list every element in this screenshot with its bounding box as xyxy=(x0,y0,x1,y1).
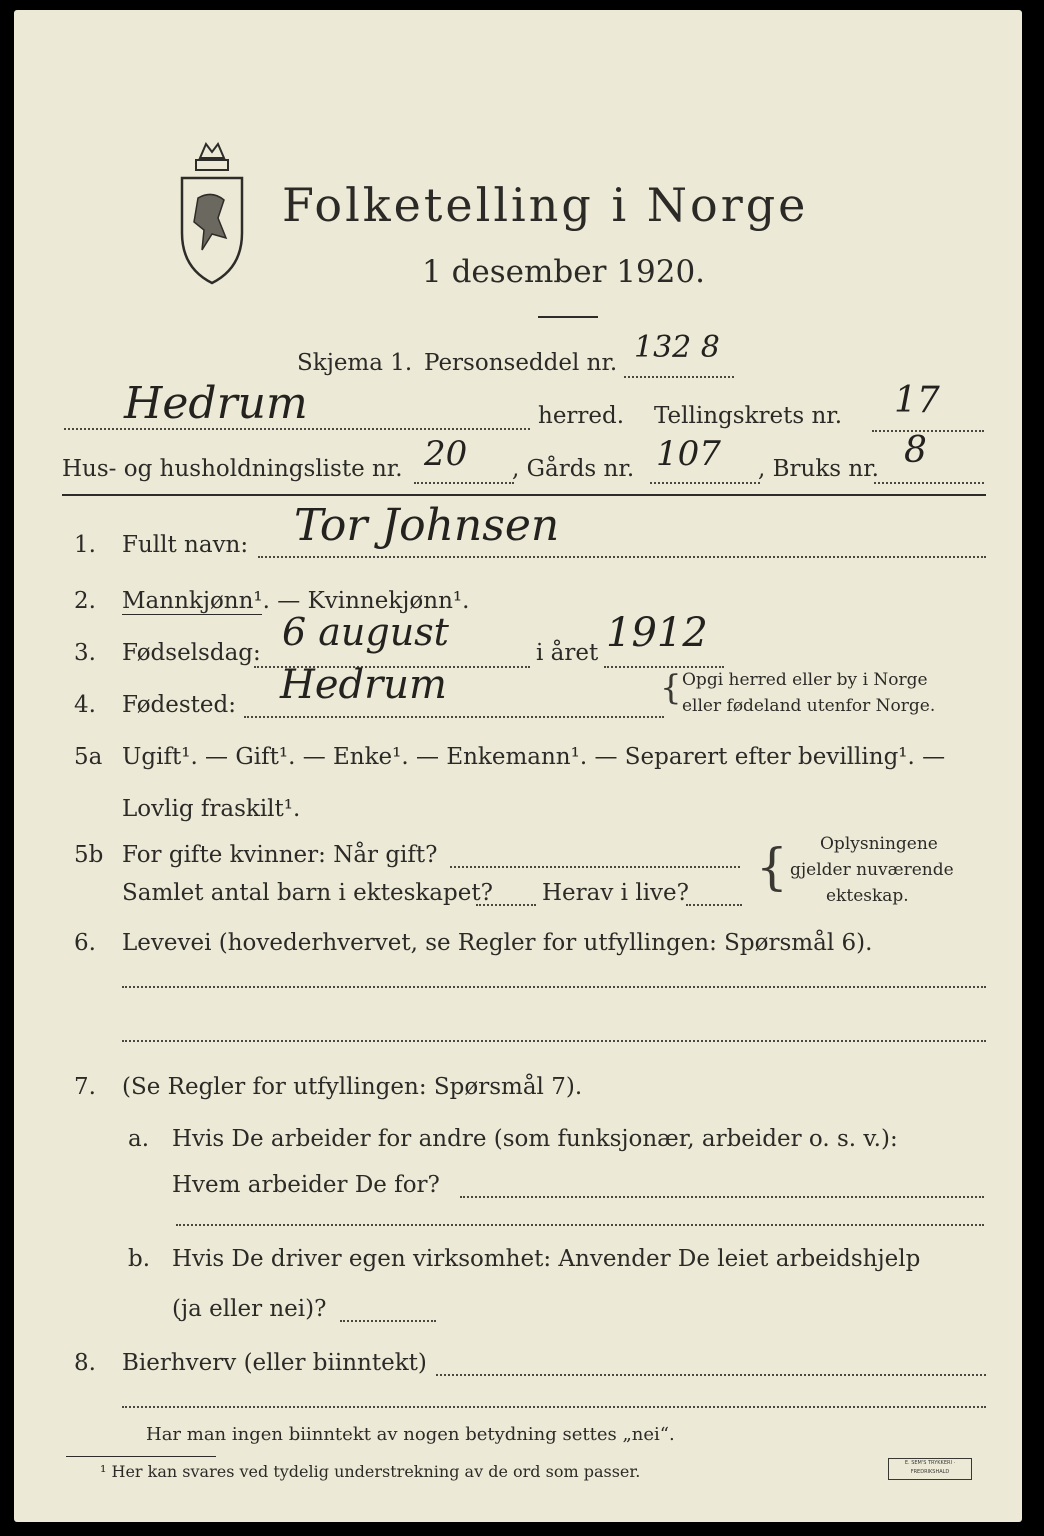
title-divider xyxy=(538,316,598,318)
q7a-question: Hvis De arbeider for andre (som funksjonær, arbeider o. s. v.): xyxy=(172,1126,898,1152)
marriage-note-2: gjelder nuværende xyxy=(790,860,954,880)
coat-of-arms-icon xyxy=(172,138,252,288)
q3-label: Fødselsdag: xyxy=(122,640,261,666)
q3-number: 3. xyxy=(74,640,96,666)
q7-number: 7. xyxy=(74,1074,96,1100)
census-form: Folketelling i Norge 1 desember 1920. Skjema 1. Personseddel nr. 132 8 Hedrum herred. Tellingskrets nr. 17 Hus- og husholdningsliste nr. 20 , Gårds nr. 107 , Bruks nr. 8 1. Fullt navn: Tor Johnsen 2. Mannkjønn¹. — Kvinnekjønn¹. 3. Fødselsdag: 6 august i året 1912 4. Fødested: Hedrum { Opgi herred eller by i Norge eller fødeland utenfor Norge. 5a Ugift¹. — Gift¹. — Enke¹. — Enkemann¹. — Separert efter bevilling¹. — Lovlig fraskilt¹. 5b For gifte kvinner: Når gift? Samlet antal barn i ekteskapet? Herav i live? { Oplysningene gjelder nuværende ekteskap. 6. Levevei (hovederhvervet, se Regler for utfyllingen: Spørsmål 6). 7. (Se Regler for utfyllingen: Spørsmål 7). a. Hvis De arbeider for andre (som funksjonær, arbeider o. s. v.): Hvem arbeider De for? b. Hvis De driver egen virksomhet: Anvender De leiet arbeidshjelp (ja eller nei)? 8. Bierhverv (eller biinntekt) Har man ingen biinntekt av nogen betydning settes „nei“. ¹ Her kan svares ved tydelig understrekning av de ord som passer. E. SEM'S TRYKKERI · FREDRIKSHALD xyxy=(14,10,1022,1522)
full-name-value: Tor Johnsen xyxy=(294,500,560,551)
q7a-marker: a. xyxy=(128,1126,150,1152)
q5b-number: 5b xyxy=(74,842,104,868)
personseddel-value: 132 8 xyxy=(634,330,720,365)
occupation-line-2 xyxy=(122,1040,986,1042)
occupation-line-1 xyxy=(122,986,986,988)
q2-number: 2. xyxy=(74,588,96,614)
gender-options: Mannkjønn¹. — Kvinnekjønn¹. xyxy=(122,588,470,614)
birthday-value: 6 august xyxy=(282,610,449,654)
tellingskrets-value: 17 xyxy=(894,380,940,421)
no-income-note: Har man ingen biinntekt av nogen betydning settes „nei“. xyxy=(146,1424,675,1445)
hired-help-label: (ja eller nei)? xyxy=(172,1296,327,1322)
birthplace-note-1: Opgi herred eller by i Norge xyxy=(682,670,928,690)
children-count-label: Samlet antal barn i ekteskapet? xyxy=(122,880,493,906)
q1-label: Fullt navn: xyxy=(122,532,249,558)
q7-label: (Se Regler for utfyllingen: Spørsmål 7). xyxy=(122,1074,583,1100)
employer-label: Hvem arbeider De for? xyxy=(172,1172,440,1198)
gender-underline xyxy=(122,614,262,615)
q4-label: Fødested: xyxy=(122,692,237,718)
birth-year-value: 1912 xyxy=(606,610,708,656)
bruks-label: , Bruks nr. xyxy=(758,456,879,482)
herred-label: herred. xyxy=(538,403,625,429)
q6-number: 6. xyxy=(74,930,96,956)
herred-value: Hedrum xyxy=(124,378,308,429)
q7b-question: Hvis De driver egen virksomhet: Anvender De leiet arbeidshjelp xyxy=(172,1246,921,1272)
marriage-note-1: Oplysningene xyxy=(820,834,938,854)
marriage-note-3: ekteskap. xyxy=(826,886,909,906)
form-title: Folketelling i Norge xyxy=(282,178,809,232)
tellingskrets-label: Tellingskrets nr. xyxy=(654,403,843,429)
form-date: 1 desember 1920. xyxy=(422,254,706,290)
hus-value: 20 xyxy=(424,434,468,474)
q8-number: 8. xyxy=(74,1350,96,1376)
skjema-label: Skjema 1. xyxy=(297,350,413,376)
personseddel-label: Personseddel nr. xyxy=(424,350,618,376)
year-label: i året xyxy=(536,640,599,666)
q5a-number: 5a xyxy=(74,744,103,770)
q7b-marker: b. xyxy=(128,1246,151,1272)
footnote: ¹ Her kan svares ved tydelig understrekning av de ord som passer. xyxy=(100,1462,641,1481)
bruks-value: 8 xyxy=(904,430,927,471)
marital-options: Ugift¹. — Gift¹. — Enke¹. — Enkemann¹. — Separert efter bevilling¹. — xyxy=(122,744,946,770)
birthplace-value: Hedrum xyxy=(280,662,447,708)
q4-number: 4. xyxy=(74,692,96,718)
gards-value: 107 xyxy=(656,434,721,474)
birthplace-note-2: eller fødeland utenfor Norge. xyxy=(682,696,936,716)
q1-number: 1. xyxy=(74,532,96,558)
children-alive-label: Herav i live? xyxy=(542,880,689,906)
occupation-label: Levevei (hovederhvervet, se Regler for utfyllingen: Spørsmål 6). xyxy=(122,930,873,956)
side-income-label: Bierhverv (eller biinntekt) xyxy=(122,1350,427,1376)
marital-options-2: Lovlig fraskilt¹. xyxy=(122,796,301,822)
printer-stamp: E. SEM'S TRYKKERI · FREDRIKSHALD xyxy=(888,1458,972,1480)
footnote-divider xyxy=(66,1456,216,1457)
header-divider xyxy=(62,494,986,496)
gards-label: , Gårds nr. xyxy=(512,456,635,482)
married-when-label: For gifte kvinner: Når gift? xyxy=(122,842,438,868)
hus-label: Hus- og husholdningsliste nr. xyxy=(62,456,403,482)
